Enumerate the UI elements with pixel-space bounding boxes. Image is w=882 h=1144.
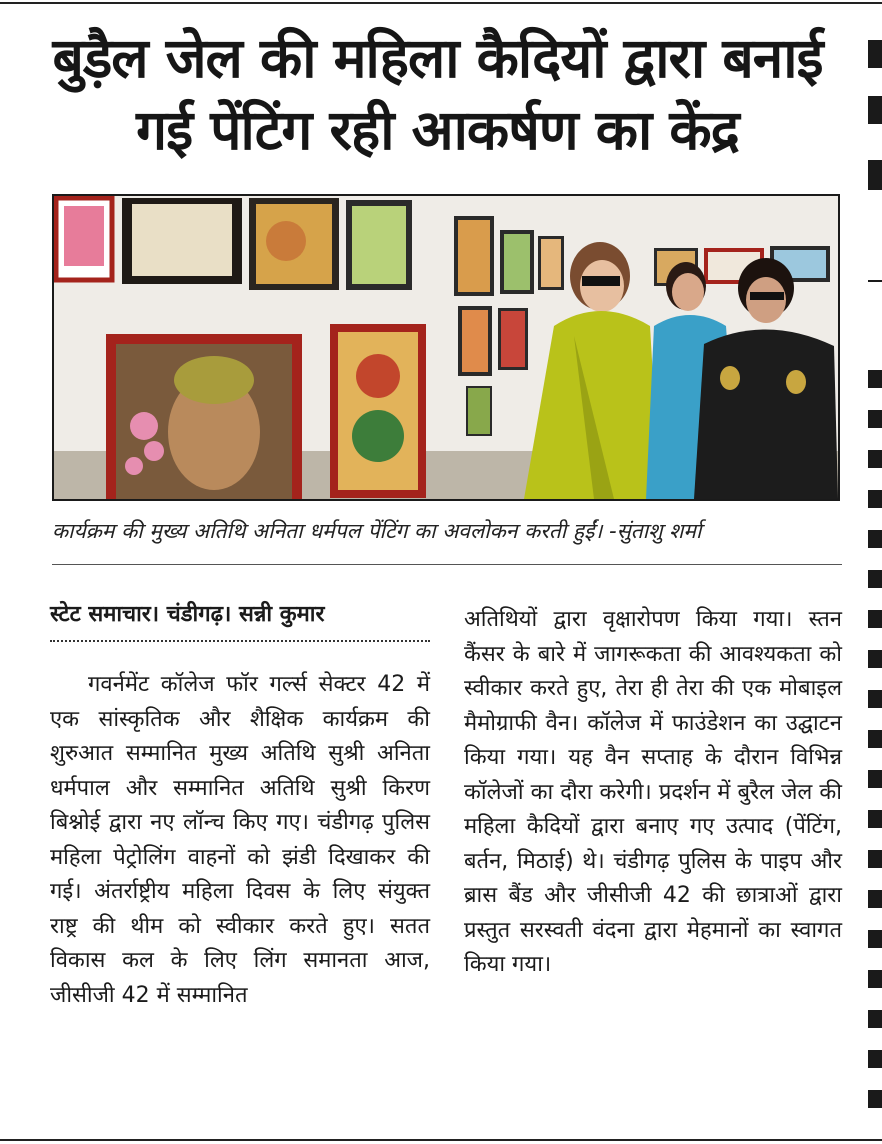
dateline: स्टेट समाचार। चंडीगढ़। सन्नी कुमार	[50, 600, 430, 642]
headline-line-1: बुड़ैल जेल की महिला कैदियों द्वारा बनाई	[52, 26, 823, 90]
article-photo	[52, 194, 840, 501]
article-column-1	[50, 600, 430, 1013]
adjacent-article-fragment	[868, 30, 882, 1140]
column-1-text: गवर्नमेंट कॉलेज फॉर गर्ल्स सेक्टर 42 में एक सांस्कृतिक और शैक्षिक कार्यक्रम की शुरुआत सम्मानित मुख्य अतिथि सुश्री अनिता धर्मपाल और सम्मानित अतिथि सुश्री किरण बिश्नोई द्वारा नए लॉन्च किए गए। चंडीगढ़ पुलिस महिला पेट्रोलिंग वाहनों को झंडी दिखाकर की गई। अंतर्राष्ट्रीय महिला दिवस के लिए संयुक्त राष्ट्र की थीम को स्वीकार करते हुए। सतत विकास कल के लिए लिंग समानता आज, जीसीजी 42 में सम्मानित	[50, 672, 430, 1008]
top-rule	[0, 2, 882, 4]
photo-caption: कार्यक्रम की मुख्य अतिथि अनिता धर्मपल पेंटिंग का अवलोकन करती हुईं। -सुंताशु शर्मा	[52, 519, 702, 543]
headline	[40, 22, 835, 166]
article-column-2	[464, 603, 842, 983]
column-2-text: अतिथियों द्वारा वृक्षारोपण किया गया। स्तन कैंसर के बारे में जागरूकता की आवश्यकता को स्वीकार करते हुए, तेरा ही तेरा की एक मोबाइल मैमोग्राफी वैन। कॉलेज में फाउंडेशन का उद्घाटन किया गया। यह वैन सप्ताह के दौरान विभिन्न कॉलेजों का दौरा करेगी। प्रदर्शन में बुरैल जेल की महिला कैदियों द्वारा बनाए गए उत्पाद (पेंटिंग, बर्तन, मिठाई) थे। चंडीगढ़ पुलिस के पाइप और ब्रास बैंड और जीसीजी 42 की छात्राओं द्वारा प्रस्तुत सरस्वती वंदना द्वारा मेहमानों का स्वागत किया गया।	[464, 607, 842, 977]
caption-divider	[52, 564, 842, 565]
folk-painting	[330, 324, 426, 498]
bottom-rule	[0, 1139, 882, 1141]
headline-line-2: गई पेंटिंग रही आकर्षण का केंद्र	[136, 98, 739, 162]
buddha-painting	[106, 334, 302, 499]
exhibition-photo-illustration	[54, 196, 838, 499]
